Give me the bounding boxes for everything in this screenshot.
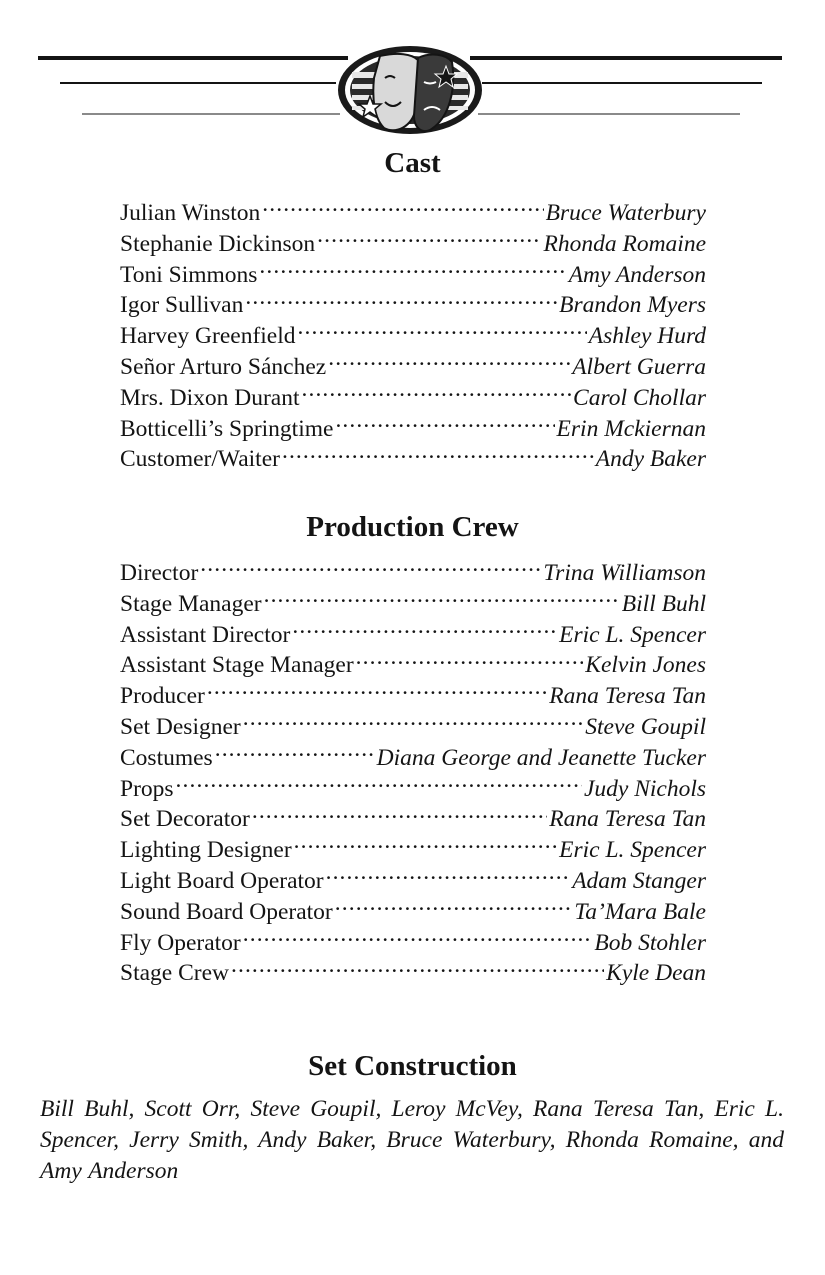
crew-member-name: Rana Teresa Tan xyxy=(549,806,706,833)
crew-member-name: Kelvin Jones xyxy=(585,652,706,679)
dot-leader xyxy=(200,556,541,580)
role-name: Props xyxy=(120,775,174,802)
dot-leader xyxy=(252,802,547,826)
role-name: Stage Crew xyxy=(120,960,229,987)
performer-name: Albert Guerra xyxy=(572,353,706,380)
set-construction-heading: Set Construction xyxy=(308,1050,517,1082)
dot-leader xyxy=(335,895,573,919)
dot-leader xyxy=(231,956,604,980)
cast-entry xyxy=(120,319,706,350)
role-name: Light Board Operator xyxy=(120,867,324,894)
cast-heading: Cast xyxy=(384,147,441,179)
performer-name: Ashley Hurd xyxy=(588,323,706,350)
crew-entry xyxy=(120,587,706,618)
dot-leader xyxy=(302,381,572,405)
crew-entry xyxy=(120,864,706,895)
dot-leader xyxy=(243,926,593,950)
role-name: Botticelli’s Springtime xyxy=(120,415,334,442)
cast-entry xyxy=(120,381,706,412)
crew-entry xyxy=(120,648,706,679)
dot-leader xyxy=(176,772,582,796)
cast-list xyxy=(120,196,706,473)
crew-member-name: Eric L. Spencer xyxy=(559,621,706,648)
dot-leader xyxy=(245,288,557,312)
performer-name: Bruce Waterbury xyxy=(545,200,706,226)
role-name: Igor Sullivan xyxy=(120,292,244,319)
role-name: Director xyxy=(120,560,199,586)
performer-name: Erin Mckiernan xyxy=(556,415,706,442)
crew-list xyxy=(120,556,706,987)
dot-leader xyxy=(335,412,554,436)
crew-entry xyxy=(120,895,706,926)
crew-entry xyxy=(120,618,706,649)
dot-leader xyxy=(282,442,594,466)
dot-leader xyxy=(328,350,570,374)
crew-member-name: Trina Williamson xyxy=(543,560,706,586)
cast-entry xyxy=(120,196,706,227)
dot-leader xyxy=(292,618,557,642)
crew-entry xyxy=(120,679,706,710)
dot-leader xyxy=(264,587,620,611)
crew-entry xyxy=(120,556,706,587)
role-name: Set Decorator xyxy=(120,806,250,833)
role-name: Customer/Waiter xyxy=(120,446,280,473)
performer-name: Rhonda Romaine xyxy=(543,230,706,257)
crew-member-name: Rana Teresa Tan xyxy=(549,683,706,710)
crew-entry xyxy=(120,802,706,833)
performer-name: Amy Anderson xyxy=(568,261,706,288)
crew-member-name: Eric L. Spencer xyxy=(559,837,706,864)
set-construction-names: Bill Buhl, Scott Orr, Steve Goupil, Leroy McVey, Rana Teresa Tan, Eric L. Spencer, Jerry Smith, Andy Baker, Bruce Waterbury, Rhonda Romaine, and Amy Anderson xyxy=(40,1096,784,1184)
role-name: Stage Manager xyxy=(120,590,262,617)
role-name: Assistant Stage Manager xyxy=(120,652,354,679)
performer-name: Andy Baker xyxy=(595,446,706,473)
role-name: Producer xyxy=(120,683,205,710)
role-name: Señor Arturo Sánchez xyxy=(120,353,327,380)
crew-member-name: Ta’Mara Bale xyxy=(574,898,706,925)
role-name: Lighting Designer xyxy=(120,837,292,864)
header-ornament xyxy=(0,38,825,148)
role-name: Set Designer xyxy=(120,713,241,740)
role-name: Harvey Greenfield xyxy=(120,323,296,350)
cast-entry xyxy=(120,350,706,381)
crew-entry xyxy=(120,926,706,957)
cast-entry xyxy=(120,412,706,443)
performer-name: Brandon Myers xyxy=(559,292,706,319)
theater-masks-emblem-icon xyxy=(338,46,482,134)
crew-entry xyxy=(120,772,706,803)
role-name: Assistant Director xyxy=(120,621,291,648)
dot-leader xyxy=(207,679,547,703)
crew-member-name: Bill Buhl xyxy=(621,590,706,617)
role-name: Fly Operator xyxy=(120,929,241,956)
dot-leader xyxy=(215,741,375,765)
dot-leader xyxy=(259,258,566,282)
cast-entry xyxy=(120,442,706,473)
crew-member-name: Adam Stanger xyxy=(572,867,706,894)
cast-entry xyxy=(120,227,706,258)
role-name: Sound Board Operator xyxy=(120,898,333,925)
crew-member-name: Diana George and Jeanette Tucker xyxy=(376,744,706,771)
crew-member-name: Steve Goupil xyxy=(585,713,706,740)
crew-entry xyxy=(120,833,706,864)
cast-entry xyxy=(120,288,706,319)
dot-leader xyxy=(356,648,584,672)
role-name: Stephanie Dickinson xyxy=(120,230,316,257)
role-name: Toni Simmons xyxy=(120,261,258,288)
dot-leader xyxy=(326,864,571,888)
dot-leader xyxy=(294,833,558,857)
crew-member-name: Judy Nichols xyxy=(583,775,706,802)
dot-leader xyxy=(243,710,584,734)
role-name: Costumes xyxy=(120,744,213,771)
cast-entry xyxy=(120,258,706,289)
crew-entry xyxy=(120,956,706,987)
dot-leader xyxy=(298,319,587,343)
dot-leader xyxy=(317,227,541,251)
crew-member-name: Bob Stohler xyxy=(594,929,706,956)
crew-heading: Production Crew xyxy=(306,511,519,543)
dot-leader xyxy=(262,196,543,220)
role-name: Mrs. Dixon Durant xyxy=(120,384,300,411)
crew-entry xyxy=(120,741,706,772)
performer-name: Carol Chollar xyxy=(573,384,706,411)
role-name: Julian Winston xyxy=(120,200,261,226)
crew-member-name: Kyle Dean xyxy=(606,960,706,987)
crew-entry xyxy=(120,710,706,741)
